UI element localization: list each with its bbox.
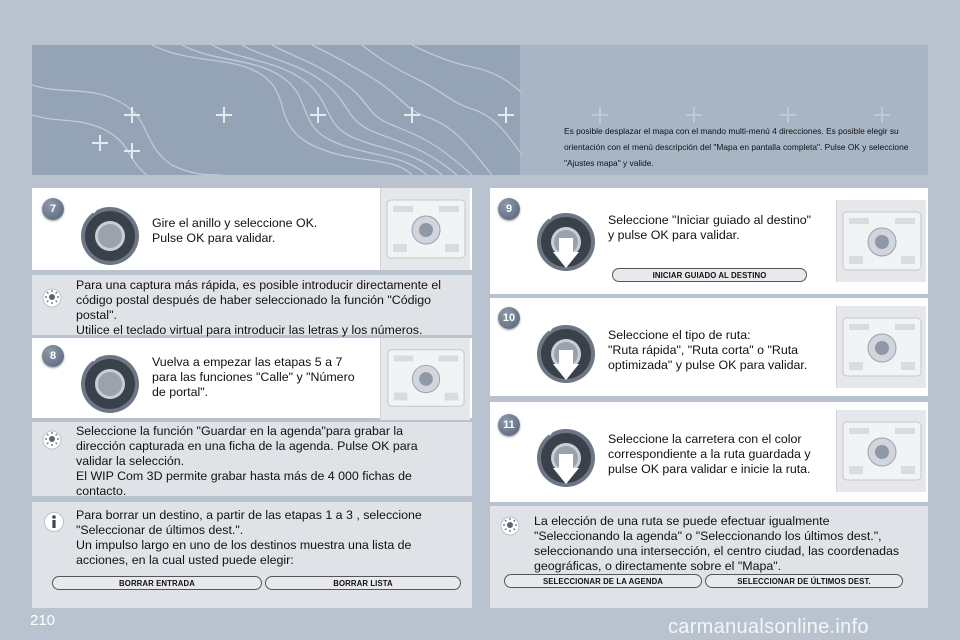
step-8-badge: 8 <box>42 345 64 367</box>
banner-text: Es posible desplazar el mapa con el mando multi-menú 4 direcciones. Es posible elegir su orientación con el menú descripción del "Mapa en pantalla completa". Pulse OK y seleccione "Ajustes mapa" y valide. <box>520 45 928 175</box>
info-icon <box>44 512 64 532</box>
knob-press-icon <box>528 308 608 388</box>
info-text: Para borrar un destino, a partir de las etapas 1 a 3 , seleccione "Seleccionar de últimos dest.". Un impulso largo en uno de los destinos muestra una lista de acciones, en la cual usted puede elegir: <box>76 508 422 567</box>
watermark: carmanualsonline.info <box>668 616 869 638</box>
radio-unit-icon <box>836 306 926 388</box>
radio-unit-icon <box>836 200 926 282</box>
radio-unit-icon <box>380 188 470 270</box>
step-8-text: Vuelva a empezar las etapas 5 a 7 para las funciones "Calle" y "Número de portal". <box>152 355 355 399</box>
map-banner <box>32 45 928 175</box>
step-7-text: Gire el anillo y seleccione OK. Pulse OK para validar. <box>152 216 318 245</box>
lightbulb-tip-icon <box>42 288 62 308</box>
tip-1-panel <box>32 275 472 335</box>
tip-3-text: La elección de una ruta se puede efectuar igualmente "Seleccionando la agenda" o "Seleccionando los últimos dest.", seleccionando una intersección, el centro ciudad, las coordenadas geográficas, o directamente sobre el "Mapa". <box>534 514 900 573</box>
lightbulb-tip-icon <box>500 516 520 536</box>
step-8-panel <box>32 338 472 418</box>
step-7-badge: 7 <box>42 198 64 220</box>
knob-press-icon <box>528 196 608 276</box>
knob-press-icon <box>528 412 608 492</box>
step-10-badge: 10 <box>498 307 520 329</box>
step-9-text: Seleccione "Iniciar guiado al destino" y pulse OK para validar. <box>608 213 812 242</box>
step-11-badge: 11 <box>498 414 520 436</box>
step-11-panel <box>490 402 928 502</box>
step-10-panel <box>490 298 928 396</box>
tip-1-text: Para una captura más rápida, es posible introducir directamente el código postal después de haber seleccionado la función "Código postal". Utilice el teclado virtual para introducir las letras y los números. <box>76 278 442 337</box>
knob-rotate-icon <box>72 338 152 418</box>
step-10-text: Seleccione el tipo de ruta: "Ruta rápida", "Ruta corta" o "Ruta optimizada" y pulse OK para validar. <box>608 328 808 372</box>
radio-unit-icon <box>836 410 926 492</box>
step-11-text: Seleccione la carretera con el color correspondiente a la ruta guardada y pulse OK para validar e inicie la ruta. <box>608 432 811 476</box>
step-7-panel <box>32 188 472 270</box>
info-panel <box>32 502 472 608</box>
step-9-badge: 9 <box>498 198 520 220</box>
lightbulb-tip-icon <box>42 430 62 450</box>
knob-rotate-icon <box>72 190 152 270</box>
step-9-panel <box>490 188 928 294</box>
seleccionar-ultimos-dest-button[interactable]: SELECCIONAR DE ÚLTIMOS DEST. <box>705 574 903 588</box>
tip-3-panel <box>490 506 928 608</box>
tip-2-text: Seleccione la función "Guardar en la agenda"para grabar la dirección capturada en una ficha de la agenda. Pulse OK para validar la selección. El WIP Com 3D permite grabar hasta más de 4 000 fichas de contacto. <box>76 424 418 498</box>
borrar-lista-button[interactable]: BORRAR LISTA <box>265 576 461 590</box>
seleccionar-agenda-button[interactable]: SELECCIONAR DE LA AGENDA <box>504 574 702 588</box>
borrar-entrada-button[interactable]: BORRAR ENTRADA <box>52 576 262 590</box>
radio-unit-icon <box>380 338 470 420</box>
page-number: 210 <box>30 612 56 629</box>
tip-2-panel <box>32 422 472 496</box>
iniciar-guiado-button[interactable]: INICIAR GUIADO AL DESTINO <box>612 268 807 282</box>
